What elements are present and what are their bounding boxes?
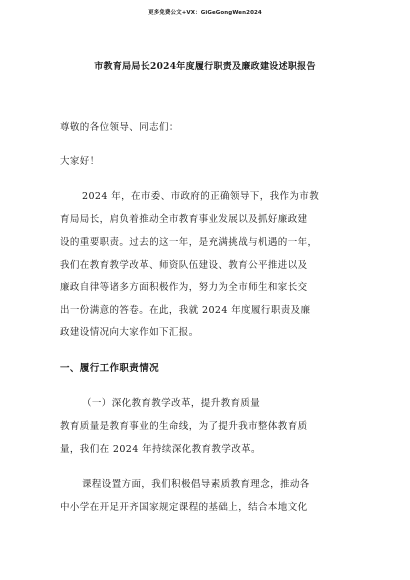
header-note: 更多免费公文+VX：GiGeGongWen2024 <box>148 10 262 16</box>
paragraph-3-line: 中小学在开足开齐国家规定课程的基础上，结合本地文化 <box>60 502 308 513</box>
greeting: 大家好！ <box>60 156 100 167</box>
paragraph-1-line: 出一份满意的答卷。在此，我就 2024 年度履行职责及廉 <box>60 305 311 316</box>
salutation: 尊敬的各位领导、同志们： <box>60 122 179 133</box>
subsection-heading: （一）深化教育教学改革，提升教育质量 <box>82 398 261 409</box>
paragraph-1-line: 设的重要职责。过去的这一年，是充满挑战与机遇的一年， <box>60 237 318 248</box>
paragraph-3-line: 课程设置方面，我们积极倡导素质教育理念，推动各 <box>82 479 310 490</box>
paragraph-1-line: 2024 年，在市委、市政府的正确领导下，我作为市教 <box>82 191 320 202</box>
paragraph-2-line: 量，我们在 2024 年持续深化教育教学改革。 <box>60 444 261 455</box>
paragraph-2-line: 教育质量是教育事业的生命线，为了提升我市整体教育质 <box>60 421 308 432</box>
paragraph-1-line: 我们在教育教学改革、师资队伍建设、教育公平推进以及 <box>60 260 308 271</box>
paragraph-1-line: 廉政自律等诸多方面积极作为，努力为全市师生和家长交 <box>60 282 308 293</box>
paragraph-1-line: 政建设情况向大家作如下汇报。 <box>60 327 199 338</box>
section-heading: 一、履行工作职责情况 <box>60 363 160 374</box>
paragraph-1-line: 育局局长，肩负着推动全市教育事业发展以及抓好廉政建 <box>60 214 308 225</box>
document-title: 市教育局局长2024年度履行职责及廉政建设述职报告 <box>94 62 316 72</box>
